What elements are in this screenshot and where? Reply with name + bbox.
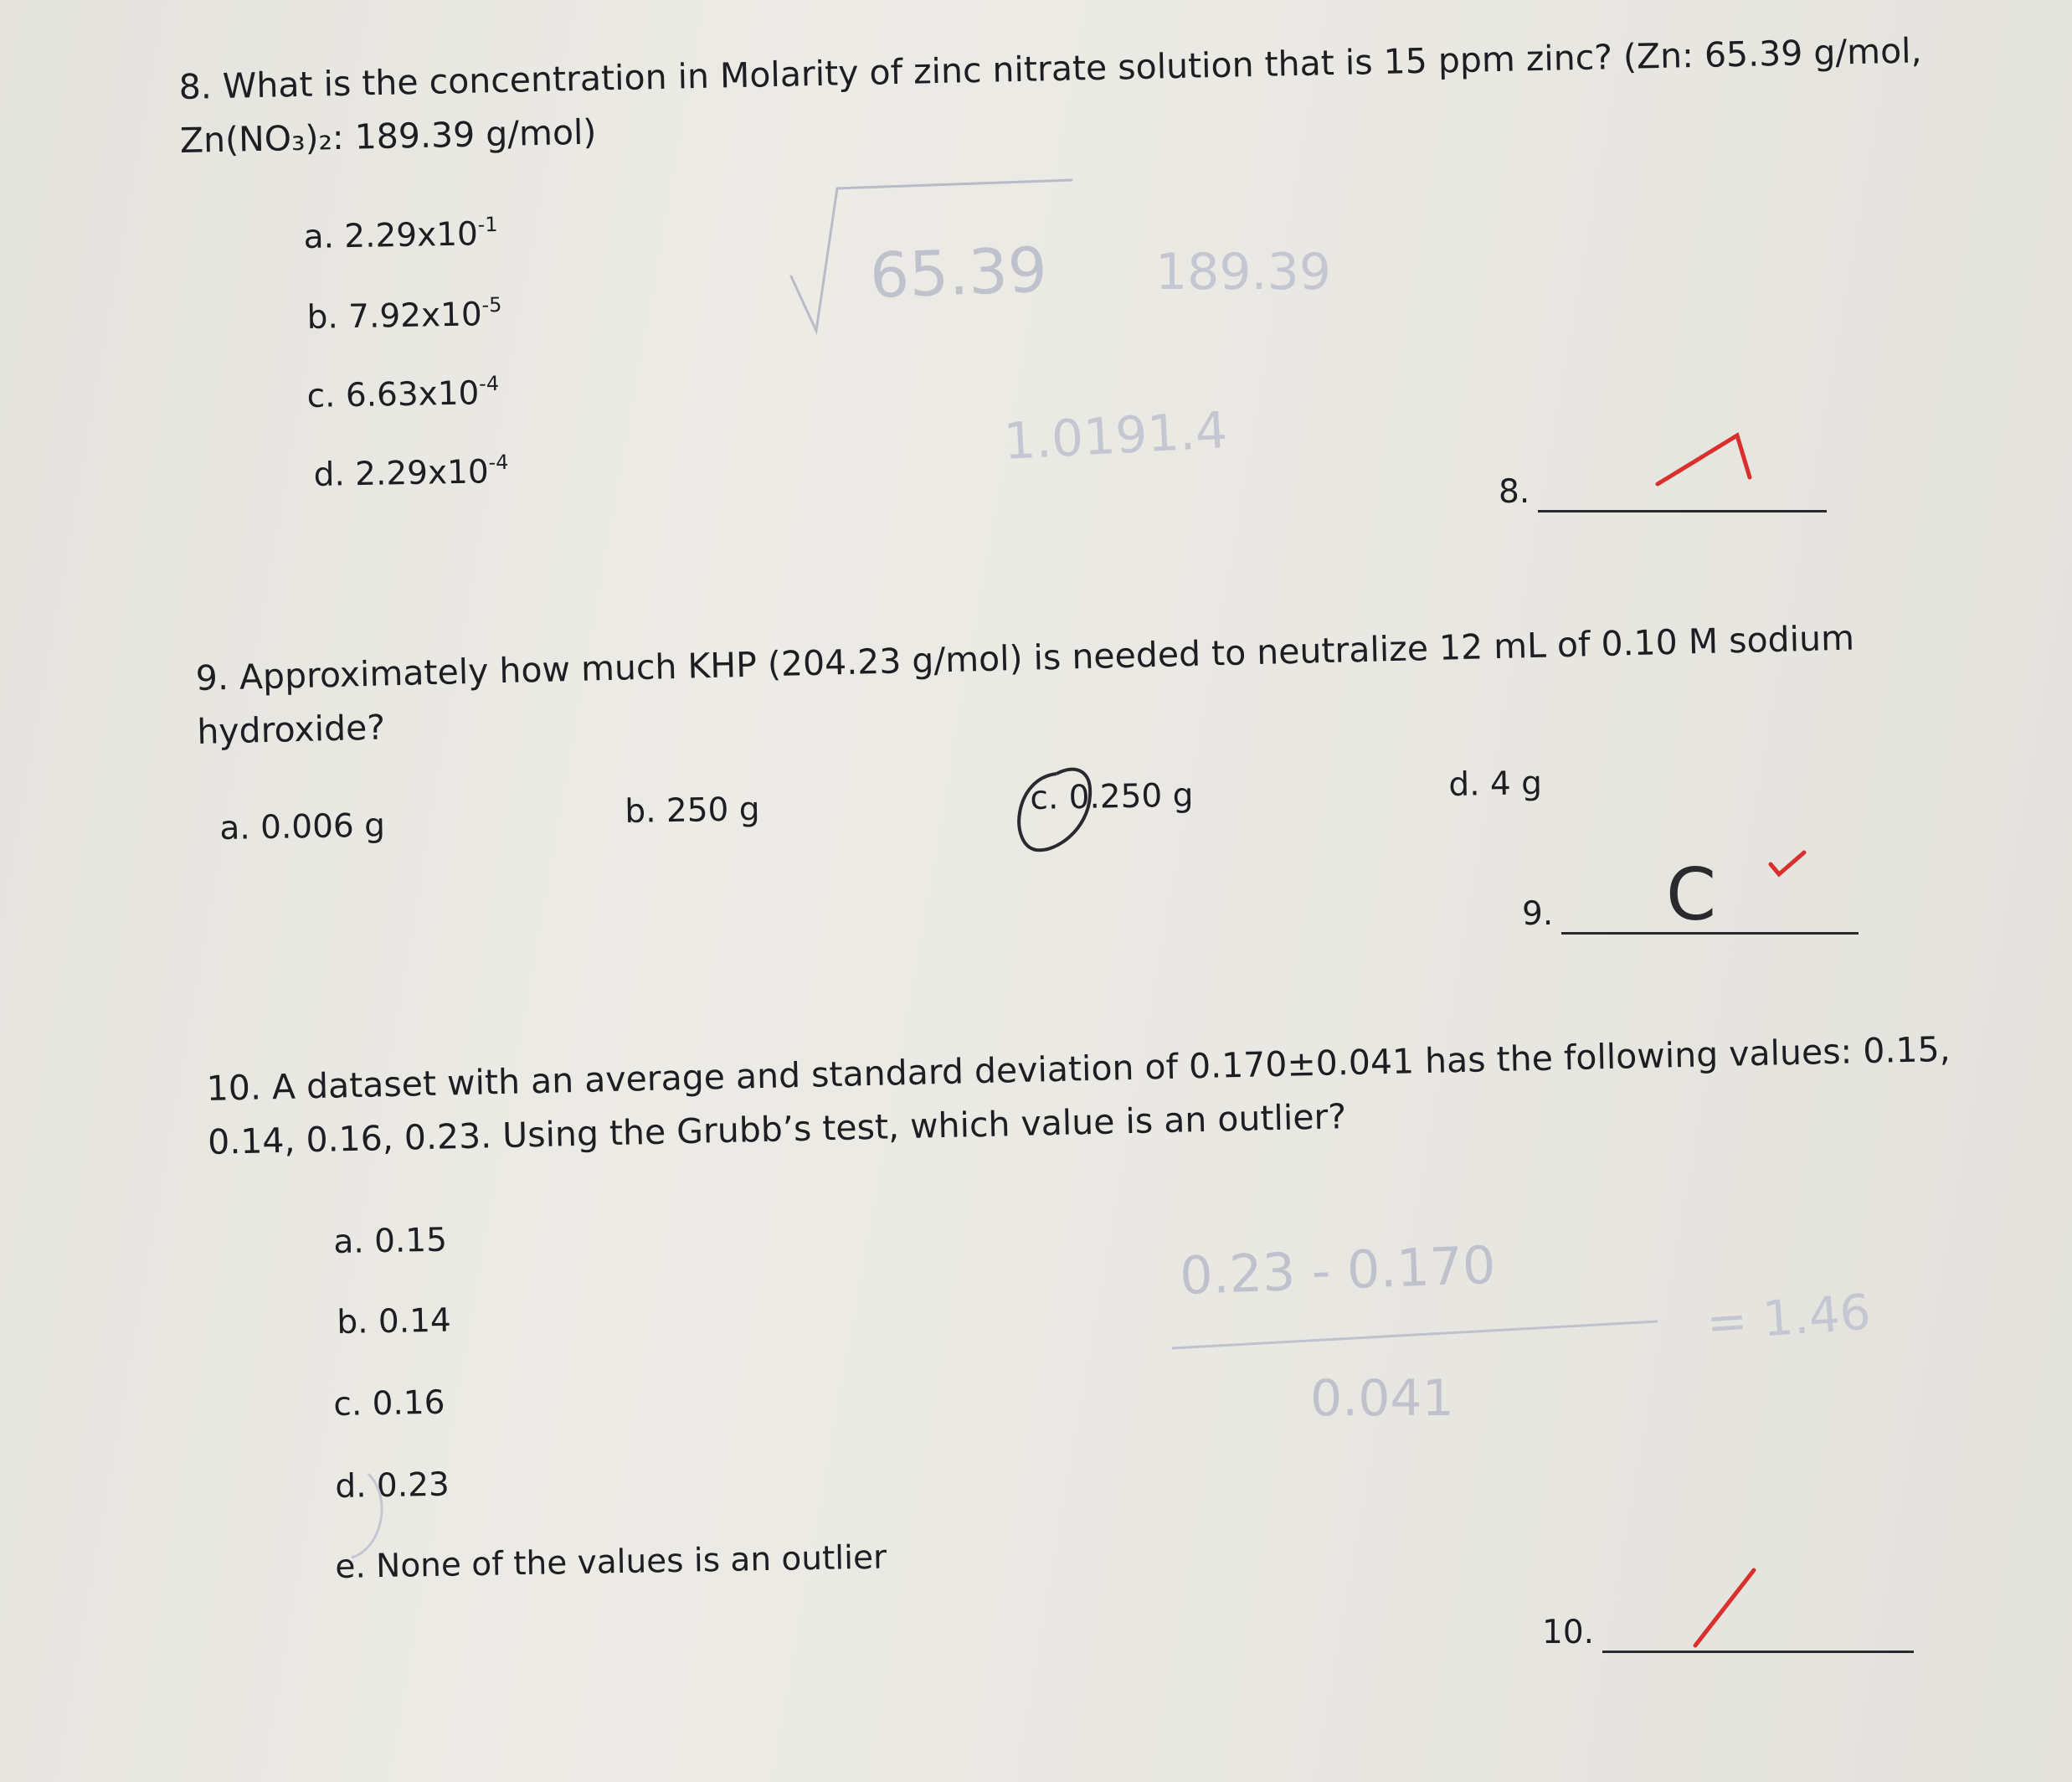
q10-option-d: d. 0.23 [335,1465,450,1506]
q8-pencil-work-1: 65.39 [868,234,1049,312]
q9-answer-label: 9. [1522,895,1554,933]
q10-pencil-fraction-bar [1172,1321,1658,1348]
question-9-line-1: 9. Approximately how much KHP (204.23 g/mol) is needed to neutralize 12 mL of 0.10 M sodium [195,617,1855,698]
q10-option-b: b. 0.14 [337,1301,452,1342]
q10-answer-label: 10. [1542,1614,1595,1651]
q10-pencil-result: = 1.46 [1704,1283,1873,1352]
question-9-line-2: hydroxide? [196,707,386,752]
question-10-line-2: 0.14, 0.16, 0.23. Using the Grubb’s test, which value is an outlier? [207,1096,1347,1162]
q9-handwritten-answer: C [1666,853,1717,937]
q10-option-e: e. None of the values is an outlier [335,1538,887,1586]
q10-option-a: a. 0.15 [333,1221,448,1261]
q10-pencil-denominator: 0.041 [1310,1369,1454,1428]
q10-red-slash-mark [1695,1570,1754,1646]
q8-pencil-work-3: 1.0191.4 [1002,401,1229,471]
q8-pencil-work-2: 189.39 [1155,243,1331,301]
q8-red-slash-mark [1658,435,1750,484]
q9-answer-circle [1019,770,1090,851]
q8-answer-label: 8. [1499,473,1530,511]
question-8-line-1: 8. What is the concentration in Molarity of zinc nitrate solution that is 15 ppm zinc? (Zn: 65.39 g/mol, [178,30,1923,107]
q10-pencil-bracket [352,1474,382,1558]
q9-option-d: d. 4 g [1448,765,1543,804]
q8-option-c: c. $6.63x10^{-4}$ [306,371,500,415]
q9-option-c: c. 0.250 g [1030,776,1194,817]
question-8-line-2: Zn(NO₃)₂: 189.39 g/mol) [179,111,597,161]
question-10-line-1: 10. A dataset with an average and standard deviation of 0.170±0.041 has the following values: 0.15, [206,1028,1951,1109]
q8-option-b: b. $7.92x10^{-5}$ [306,292,502,337]
q9-option-b: b. 250 g [625,791,760,831]
q9-red-check-mark [1771,852,1804,874]
q9-option-a: a. 0.006 g [219,806,386,847]
q10-pencil-numerator: 0.23 - 0.170 [1178,1233,1497,1306]
q10-option-c: c. 0.16 [333,1383,445,1424]
q8-option-d: d. $2.29x10^{-4}$ [313,450,509,494]
q8-option-a: a. $2.29x10^{-1}$ [303,212,498,256]
